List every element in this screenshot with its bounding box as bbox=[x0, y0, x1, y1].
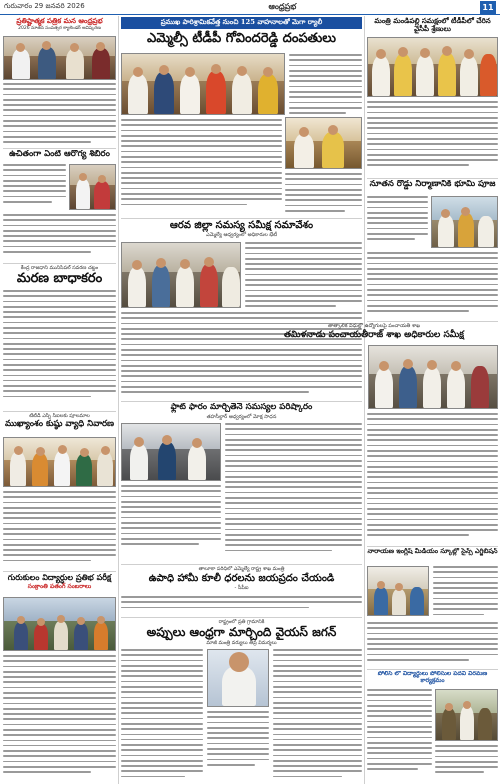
article-body bbox=[367, 622, 498, 664]
news-photo bbox=[3, 36, 116, 80]
article-body bbox=[3, 164, 66, 206]
article-headline: ముఖ్యాంశం కుష్ఠు వ్యాధి నివారణ bbox=[4, 419, 115, 429]
article-subhead: తహసీల్దార్ ఆధ్వర్యంలో మోక్ష సాధన bbox=[206, 413, 277, 420]
edition-date: గురువారం 29 జనవరి 2026 bbox=[4, 2, 85, 10]
article-body bbox=[289, 54, 362, 117]
article-road bbox=[367, 180, 498, 320]
article-headline: నారాయణ ఇంగ్లీష్ మీడియం స్కూల్లో సైన్స్ ఎగ్జిబిషన్ bbox=[367, 548, 498, 555]
article-body bbox=[121, 119, 282, 209]
article-kicker: తాత్కాలిక విధుల్లో ఉద్యోగులపై పంచాయతీ శాఖ bbox=[327, 323, 421, 329]
article-divider bbox=[367, 321, 498, 322]
article-body bbox=[245, 242, 362, 311]
article-kicker: ప్రముఖ పారిశ్రామికవేత్త నుంచి 125 వాహనాలతో మెగా ర్యాలీ bbox=[160, 18, 323, 26]
article-divider bbox=[3, 263, 116, 264]
article-divider bbox=[3, 148, 116, 149]
article-body bbox=[367, 413, 498, 540]
article-kicker: ప్రతిష్టాత్మక పత్రిక మన ఆంధ్రప్రభ bbox=[16, 17, 103, 25]
news-photo bbox=[207, 649, 269, 707]
article-headline: గురుకులం విద్యార్ధుల ప్రతిభ పరీక్ష bbox=[7, 573, 112, 582]
news-photo bbox=[431, 196, 498, 248]
news-photo bbox=[3, 597, 116, 651]
news-photo bbox=[121, 53, 285, 115]
article-body bbox=[3, 655, 116, 776]
article-debts bbox=[121, 619, 362, 783]
article-headline: ఉపాధి హామీ కూలీ ధరలను జయప్రదం చేయండి bbox=[148, 573, 335, 584]
article-gurukulam bbox=[3, 573, 116, 783]
article-subhead: సంక్రాంతి పతంగ్ సంబరాలు bbox=[27, 582, 92, 590]
article-body bbox=[367, 196, 428, 244]
article-headline: తమిళనాడు పంచాయతీరాజ్ శాఖ అధికారుల సమీక్ష bbox=[284, 330, 464, 340]
article-body bbox=[273, 649, 362, 781]
article-body bbox=[3, 491, 116, 565]
article-body bbox=[285, 173, 362, 215]
article-police bbox=[367, 671, 498, 783]
article-body bbox=[367, 689, 432, 774]
article-kicker: తాలూకా పరిధిలో ఎమ్మెల్యే రాష్ట్ర శాఖ మంత్రి bbox=[198, 566, 285, 572]
article-divider bbox=[121, 617, 362, 618]
news-photo bbox=[368, 345, 498, 409]
article-headline: మరణ బాధాకరం bbox=[16, 271, 103, 286]
article-body bbox=[207, 711, 269, 769]
article-body bbox=[3, 290, 116, 401]
article-headline: ఎమ్మెల్సీ టీడీపీ గోవిందరెడ్డి దంపతులు bbox=[146, 30, 337, 46]
article-body bbox=[367, 101, 498, 170]
page-header bbox=[0, 0, 500, 14]
article-body bbox=[121, 649, 203, 781]
article-divider bbox=[3, 411, 116, 412]
article-kicker: రాష్ట్రంలో ప్రతి గ్రామానికి bbox=[218, 619, 265, 625]
article-leprosy bbox=[3, 413, 116, 570]
article-byline: - సీపీఐ bbox=[234, 585, 249, 592]
article-body bbox=[433, 566, 498, 619]
article-kicker: కేంద్ర రాజధాని మునిసిపల్ సవరణ చట్టం bbox=[20, 265, 99, 271]
news-photo bbox=[285, 117, 362, 169]
article-wages bbox=[121, 566, 362, 616]
article-body bbox=[3, 214, 116, 256]
news-photo bbox=[367, 566, 429, 616]
article-kicker: టీటీడీ ఎస్పీ సీఐలకు పూలమాల bbox=[29, 413, 90, 419]
news-photo bbox=[435, 689, 498, 741]
article-headline: అప్పులు ఆంధ్రగా మార్చింది వైయస్ జగన్ bbox=[146, 625, 337, 639]
news-photo bbox=[121, 242, 241, 308]
article-lead bbox=[121, 17, 362, 217]
article-divider bbox=[367, 178, 498, 179]
article-headline: పోలీస్ లో విద్యార్థులు పోలీసుల పదవీ విరమణ కార్యక్రమం bbox=[377, 671, 488, 684]
article-crime bbox=[3, 265, 116, 410]
page-number: 11 bbox=[480, 1, 496, 14]
article-body bbox=[367, 252, 498, 315]
lead-kicker-band bbox=[121, 17, 362, 29]
article-body bbox=[121, 596, 362, 612]
article-science-expo bbox=[367, 548, 498, 668]
article-panchayat-body bbox=[367, 413, 498, 545]
news-photo bbox=[3, 437, 116, 487]
news-photo bbox=[121, 423, 221, 481]
article-body bbox=[435, 745, 498, 777]
article-divider bbox=[121, 218, 362, 219]
header-rule bbox=[0, 14, 500, 15]
article-divider bbox=[121, 564, 362, 565]
news-photo bbox=[69, 164, 116, 210]
article-calendar bbox=[3, 17, 116, 147]
article-subhead: ఎమ్మెల్యే ఆధ్వర్యంలో అధికారుల భేటీ bbox=[206, 232, 277, 239]
paper-name: ఆంధ్రప్రభ bbox=[268, 1, 297, 11]
article-headline: ఆరవ జిల్లా సమస్య సమీక్ష సమావేశం bbox=[169, 220, 314, 231]
article-health-camp bbox=[3, 150, 116, 262]
article-divider bbox=[367, 546, 498, 547]
article-headline: ఉచితంగా ఏంటి ఆరోగ్య శిబిరం bbox=[9, 150, 110, 159]
article-headline: ఫ్లాట్ ఫారం మార్చితేనే సమస్యల పరిష్కారం bbox=[170, 403, 313, 412]
article-subhead: మాజీ మంత్రి వర్యులు తీవ్ర విమర్శలు bbox=[206, 640, 277, 647]
article-divider bbox=[3, 571, 116, 572]
article-headline: మంత్రి మండిపల్లి సమక్షంలో టీడీపీలో చేరిన వైసీపీ శ్రేణులు bbox=[374, 17, 491, 33]
column-separator bbox=[118, 16, 119, 784]
article-body bbox=[3, 83, 116, 146]
article-party-join bbox=[367, 17, 498, 177]
article-headline: నూతన రోడ్డు నిర్మాణానికి భూమి పూజ bbox=[369, 180, 496, 189]
article-subhead: 2026 నూతన సంవత్సర క్యాలెండర్ ఆవిష్కరణ bbox=[18, 25, 101, 31]
article-divider bbox=[367, 669, 498, 670]
article-body bbox=[121, 485, 221, 548]
news-photo bbox=[367, 37, 498, 97]
